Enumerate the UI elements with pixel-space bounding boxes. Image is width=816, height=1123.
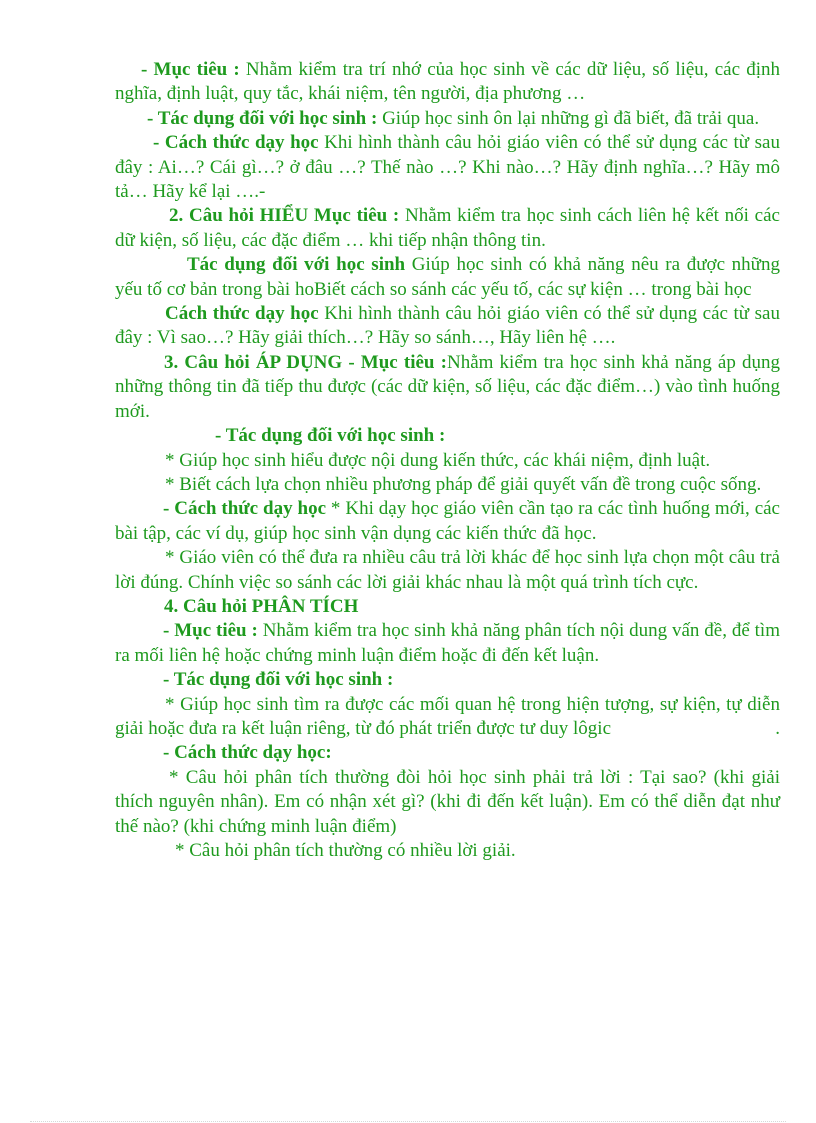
- text: * Khi dạy học giáo viên cần tạo ra các tình huống mới, các bài tập, các ví dụ, giúp học sinh vận dụng các kiến thức đã học.: [115, 498, 780, 544]
- text: * Câu hỏi phân tích thường đòi hỏi học sinh phải trả lời : Tại sao? (khi giải thích nguyên nhân). Em có nhận xét gì? (khi đi đến kết luận). Em có thể diễn đạt như thế nào? (khi chứng minh luận điểm): [115, 766, 780, 837]
- paragraph-muc-tieu-1: [115, 58, 780, 107]
- text: Nhằm kiểm tra học sinh khả năng phân tích nội dung vấn đề, để tìm ra mối liên hệ hoặc chứng minh luận điểm hoặc đi đến kết luận.: [115, 620, 780, 666]
- paragraph-bullet-1: [115, 449, 780, 473]
- text: * Giúp học sinh hiểu được nội dung kiến thức, các khái niệm, định luật.: [165, 449, 711, 471]
- heading-cach-thuc: - Cách thức dạy học: [153, 132, 319, 154]
- heading-muc-tieu: - Mục tiêu :: [141, 59, 240, 80]
- paragraph-cach-thuc-3: [115, 497, 780, 546]
- text: Nhằm kiểm tra học sinh khả năng áp dụng những thông tin đã tiếp thu được (các dữ kiện, số liệu, các đặc điểm…) vào tình huống mới.: [115, 351, 780, 422]
- text: Khi hình thành câu hỏi giáo viên có thể sử dụng các từ sau đây : Vì sao…? Hãy giải thích…? Hãy so sánh…, Hãy liên hệ ….: [115, 303, 780, 349]
- paragraph-cau-hoi-phan-tich: [115, 595, 780, 619]
- paragraph-cach-thuc-4: [115, 741, 780, 765]
- paragraph-bullet-3: [115, 546, 780, 595]
- paragraph-bullet-6: [115, 839, 780, 863]
- text: * Giúp học sinh tìm ra được các mối quan hệ trong hiện tượng, sự kiện, tự diễn giải hoặc đưa ra kết luận riêng, từ đó phát triển được tư duy lôgic: [115, 693, 780, 739]
- text: * Câu hỏi phân tích thường có nhiều lời giải.: [175, 840, 516, 862]
- heading-muc-tieu: - Mục tiêu :: [163, 620, 258, 642]
- heading-tac-dung: Tác dụng đối với học sinh: [187, 254, 406, 276]
- heading-cau-hoi-ap-dung: 3. Câu hỏi ÁP DỤNG - Mục tiêu :: [164, 351, 447, 373]
- text: Giúp học sinh ôn lại những gì đã biết, đã trải qua.: [377, 107, 760, 129]
- document-page: [115, 58, 780, 863]
- heading-tac-dung: - Tác dụng đối với học sinh :: [147, 107, 378, 129]
- paragraph-bullet-5: [115, 766, 780, 839]
- text: * Giáo viên có thể đưa ra nhiều câu trả lời khác để học sinh lựa chọn một câu trả lời đúng. Chính việc so sánh các lời giải khác nhau là một quá trình tích cực.: [115, 547, 780, 593]
- paragraph-muc-tieu-2: [115, 619, 780, 668]
- paragraph-tac-dung-1: [115, 107, 780, 131]
- text: Khi hình thành câu hỏi giáo viên có thể sử dụng các từ sau đây : Ai…? Cái gì…? ở đâu …? Thế nào …? Khi nào…? Hãy định nghĩa…? Hãy mô tả… Hãy kể lại ….-: [115, 132, 780, 203]
- heading-tac-dung: - Tác dụng đối với học sinh :: [215, 425, 446, 447]
- paragraph-cau-hoi-hieu: [115, 204, 780, 253]
- paragraph-cach-thuc-2: [115, 302, 780, 351]
- heading-cach-thuc: - Cách thức dạy học:: [163, 742, 332, 764]
- heading-cach-thuc: - Cách thức dạy học: [163, 498, 327, 520]
- text: .: [775, 717, 780, 739]
- paragraph-tac-dung-3: [115, 424, 780, 448]
- page-bottom-divider: [30, 1121, 786, 1122]
- text: Giúp học sinh có khả năng nêu ra được những yếu tố cơ bản trong bài hoBiết cách so sánh các yếu tố, các sự kiện … trong bài học: [115, 254, 780, 300]
- paragraph-cach-thuc-1: [115, 131, 780, 204]
- heading-cau-hoi-phan-tich: 4. Câu hỏi PHÂN TÍCH: [164, 595, 359, 617]
- heading-cau-hoi-hieu: 2. Câu hỏi HIỂU Mục tiêu :: [169, 205, 400, 227]
- paragraph-tac-dung-2: [115, 253, 780, 302]
- heading-tac-dung: - Tác dụng đối với học sinh :: [163, 669, 394, 691]
- text: Nhằm kiểm tra học sinh cách liên hệ kết nối các dữ kiện, số liệu, các đặc điểm … khi tiếp nhận thông tin.: [115, 205, 780, 251]
- text: * Biết cách lựa chọn nhiều phương pháp để giải quyết vấn đề trong cuộc sống.: [165, 473, 762, 495]
- paragraph-cau-hoi-ap-dung: [115, 351, 780, 424]
- paragraph-tac-dung-4: [115, 668, 780, 692]
- paragraph-bullet-2: [115, 473, 780, 497]
- heading-cach-thuc: Cách thức dạy học: [165, 303, 319, 325]
- text: Nhằm kiểm tra trí nhớ của học sinh về các dữ liệu, số liệu, các định nghĩa, định luật, quy tắc, khái niệm, tên người, địa phương …: [115, 59, 780, 105]
